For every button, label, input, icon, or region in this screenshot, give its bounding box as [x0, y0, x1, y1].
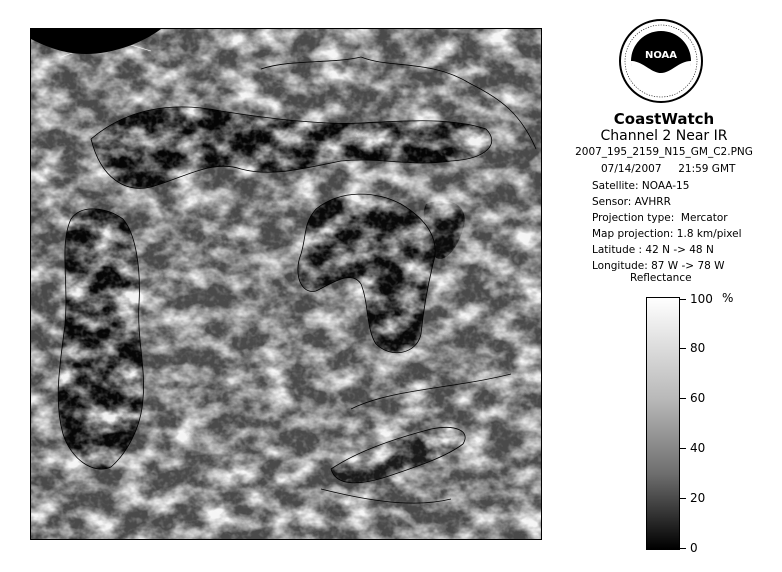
colorbar-tick [680, 448, 686, 449]
tick-label: 0 [690, 541, 698, 555]
colorbar-tick [680, 348, 686, 349]
tick-label: 60 [690, 391, 706, 405]
noaa-logo [618, 18, 704, 104]
legend-unit: % [722, 291, 734, 305]
legend-title: Reflectance [630, 272, 692, 284]
longitude-label: Longitude: 87 W -> 78 W [592, 260, 725, 272]
tick-label: 80 [690, 341, 706, 355]
cloud-speckle [31, 29, 542, 540]
tick-label: 40 [690, 441, 706, 455]
tick-label: 20 [690, 491, 706, 505]
colorbar-tick [680, 299, 686, 300]
great-lakes-scene [31, 29, 542, 540]
colorbar-tick [680, 498, 686, 499]
projection-label: Projection type: Mercator [592, 212, 728, 224]
date-time-label [601, 163, 735, 175]
colorbar-tick [680, 398, 686, 399]
filename-label: 2007_195_2159_N15_GM_C2.PNG [575, 146, 753, 158]
reflectance-colorbar [646, 297, 680, 550]
date-time-text: 07/14/2007 21:59 GMT [601, 163, 736, 175]
channel-label: Channel 2 Near IR [600, 128, 728, 144]
map-projection-label: Map projection: 1.8 km/pixel [592, 228, 742, 240]
latitude-label: Latitude : 42 N -> 48 N [592, 244, 714, 256]
satellite-label: Satellite: NOAA-15 [592, 180, 690, 192]
satellite-image [30, 28, 542, 540]
noaa-logo-text: NOAA [644, 50, 678, 61]
tick-label: 100 [690, 292, 713, 306]
sensor-label: Sensor: AVHRR [592, 196, 671, 208]
colorbar-tick [680, 548, 686, 549]
brand-title: CoastWatch [613, 110, 715, 128]
